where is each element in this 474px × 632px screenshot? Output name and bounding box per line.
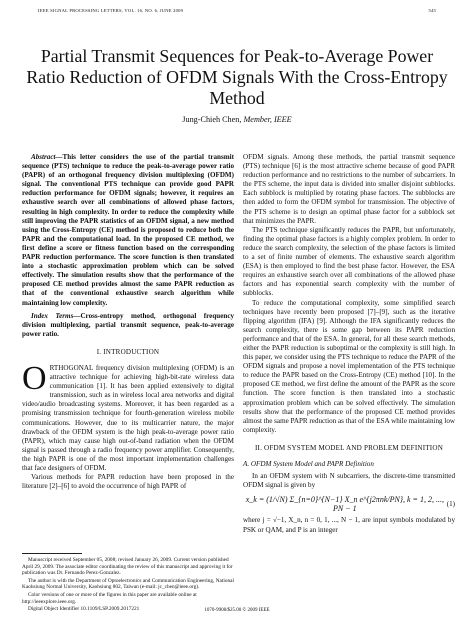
section-heading-introduction: I. INTRODUCTION bbox=[96, 347, 160, 356]
left-column bbox=[22, 153, 234, 491]
right-paragraph-4: In an OFDM system with N subcarriers, the discrete-time transmitted OFDM signal is given by bbox=[243, 472, 455, 490]
abstract-text: This letter considers the use of the partial transmit sequence (PTS) technique to reduce the peak-to-average power ratio (PAPR) of an orthogonal frequency division multiplexing (OFDM) signal. The conventional PTS technique can provide good PAPR reduction performance for OFDM signals; however, it requires an exhaustive search over all combinations of allowed phase factors, resulting in high complexity. In order to reduce the complexity while still improving the PAPR statistics of an OFDM signal, a new method using the Cross-Entropy (CE) method is proposed to reduce both the PAPR and the computational load. In the proposed CE method, we first define a score or fitness function based on the corresponding PAPR reduction performance. The score function is then translated into a stochastic approximation problem which can be solved effectively. The simulation results show that the performance of the proposed CE method provides almost the same PAPR reduction as that of the conventional exhaustive search algorithm while maintaining low complexity. bbox=[22, 153, 234, 307]
subsection-heading: A. OFDM System Model and PAPR Definition bbox=[243, 460, 374, 468]
footnote-rule bbox=[22, 553, 82, 554]
intro-paragraph-1 bbox=[22, 359, 234, 473]
right-column bbox=[243, 153, 455, 535]
section-heading-system-model: II. OFDM SYSTEM MODEL AND PROBLEM DEFINITION bbox=[254, 443, 444, 452]
index-terms bbox=[22, 312, 234, 339]
abstract bbox=[22, 153, 234, 308]
intro-paragraph-1-text: RTHOGONAL frequency division multiplexing (OFDM) is an attractive technique for achieving high-bit-rate wireless data communication [1]. It has been applied extensively to digital transmission, such as in wireless local area networks and digital video/audio broadcasting systems. Moreover, it has been regarded as a promising transmission technique for fourth-generation wireless mobile communications. However, due to its multicarrier nature, the major drawback of the OFDM system is the high peak-to-average power ratio (PAPR), which may cause high out-of-band radiation when the OFDM signal is passed through a radio frequency power amplifier. Consequently, the high PAPR is one of the most important implementation challenges that face designers of OFDM. bbox=[22, 363, 234, 472]
intro-paragraph-2: Various methods for PAPR reduction have been proposed in the literature [2]–[6] to avoid the occurrence of high PAPR of bbox=[22, 473, 234, 491]
right-paragraph-1: OFDM signals. Among these methods, the partial transmit sequence (PTS) technique [6] is the most attractive scheme because of good PAPR reduction performance and no restrictions to the number of subcarriers. In the PTS scheme, the input data is divided into smaller disjoint subblocks. Each subblock is multiplied by rotating phase factors. The subblocks are then added to form the OFDM symbol for transmission. The objective of the PTS scheme is to design an optimal phase factor for a subblock set that minimizes the PAPR. bbox=[243, 153, 455, 225]
footnote-manuscript: Manuscript received September 05, 2008; revised January 26, 2009. Current version published April 29, 2009. The associate editor coordinating the review of this manuscript and approving it for publication was Dr. Fernando Perez-Gonzalez. bbox=[22, 557, 233, 577]
running-header bbox=[38, 8, 436, 17]
equation-body: x_k = (1/√N) Σ_{n=0}^{N−1} X_n e^{j2πnk/PN}, k = 1, 2, ..., PN − 1 bbox=[245, 495, 444, 514]
equation-number: (1) bbox=[446, 499, 455, 508]
right-paragraph-3: To reduce the computational complexity, some simplified search techniques have recently been proposed [7]–[9], such as the iterative flipping algorithm (IFA) [9]. Although the IFA significantly reduces the search complexity, there is some gap between its PAPR reduction performance and that of the ESA. In general, for all these search methods, either the PAPR reduction is suboptimal or the complexity is still high. In this paper, we consider using the PTS technique to reduce the PAPR of the OFDM signals and propose a novel implementation of the PTS technique to reduce the PAPR based on the Cross-Entropy (CE) method [10]. In the proposed CE method, we first define the amount of the PAPR as the score function. The score function is then translated into a stochastic approximation problem which can be solved effectively. The simulation results show that the performance of the proposed CE method provides almost the same PAPR reduction as that of the ESA while maintaining low complexity. bbox=[243, 298, 455, 434]
paper-title: Partial Transmit Sequences for Peak-to-Average Power Ratio Reduction of OFDM Signals With the Cross-Entropy Method bbox=[26, 46, 448, 108]
drop-cap: O bbox=[22, 359, 47, 397]
right-paragraph-2: The PTS technique significantly reduces the PAPR, but unfortunately, finding the optimal phase factors is a highly complex problem. In order to reduce the search complexity, the selection of the phase factors is limited to a set of finite number of elements. The exhaustive search algorithm (ESA) is then employed to find the best phase factor. However, the ESA requires an exhaustive search over all combinations of the allowed phase factors and has exponential search complexity with the number of subblocks. bbox=[243, 225, 455, 298]
footnote-color-versions: Color versions of one or more of the figures in this paper are available online at http://ieeexplore.ieee.org. bbox=[22, 591, 197, 605]
right-paragraph-5: where j = √−1, X_n, n = 0, 1, ..., N − 1, are input symbols modulated by PSK or QAM, and P is an integer bbox=[243, 516, 455, 534]
footnote-block bbox=[22, 553, 234, 614]
author-role: Member, IEEE bbox=[243, 115, 292, 124]
page-number: 545 bbox=[428, 8, 436, 13]
journal-name: IEEE SIGNAL PROCESSING LETTERS, VOL. 16, NO. 6, JUNE 2009 bbox=[38, 8, 184, 13]
index-terms-text: Cross-entropy method, orthogonal frequency division multiplexing, partial transmit sequence, peak-to-average power ratio. bbox=[22, 311, 235, 338]
author-line: Jung-Chieh Chen, Member, IEEE bbox=[182, 115, 292, 124]
index-terms-label: Index Terms— bbox=[31, 311, 81, 320]
footnote-affiliation: The author is with the Department of Optoelectronics and Communication Engineering, National Kaohsiung Normal University, Kaohsiung 802, Taiwan (e-mail: jc_chen@ieee.org). bbox=[22, 577, 234, 591]
page-footer: 1070-9908/$25.00 © 2009 IEEE bbox=[204, 608, 270, 613]
author-name: Jung-Chieh Chen bbox=[182, 115, 240, 124]
equation-1 bbox=[243, 495, 455, 513]
footnote-doi: Digital Object Identifier 10.1109/LSP.2009.2017221 bbox=[28, 606, 140, 613]
abstract-label: Abstract— bbox=[31, 153, 63, 161]
